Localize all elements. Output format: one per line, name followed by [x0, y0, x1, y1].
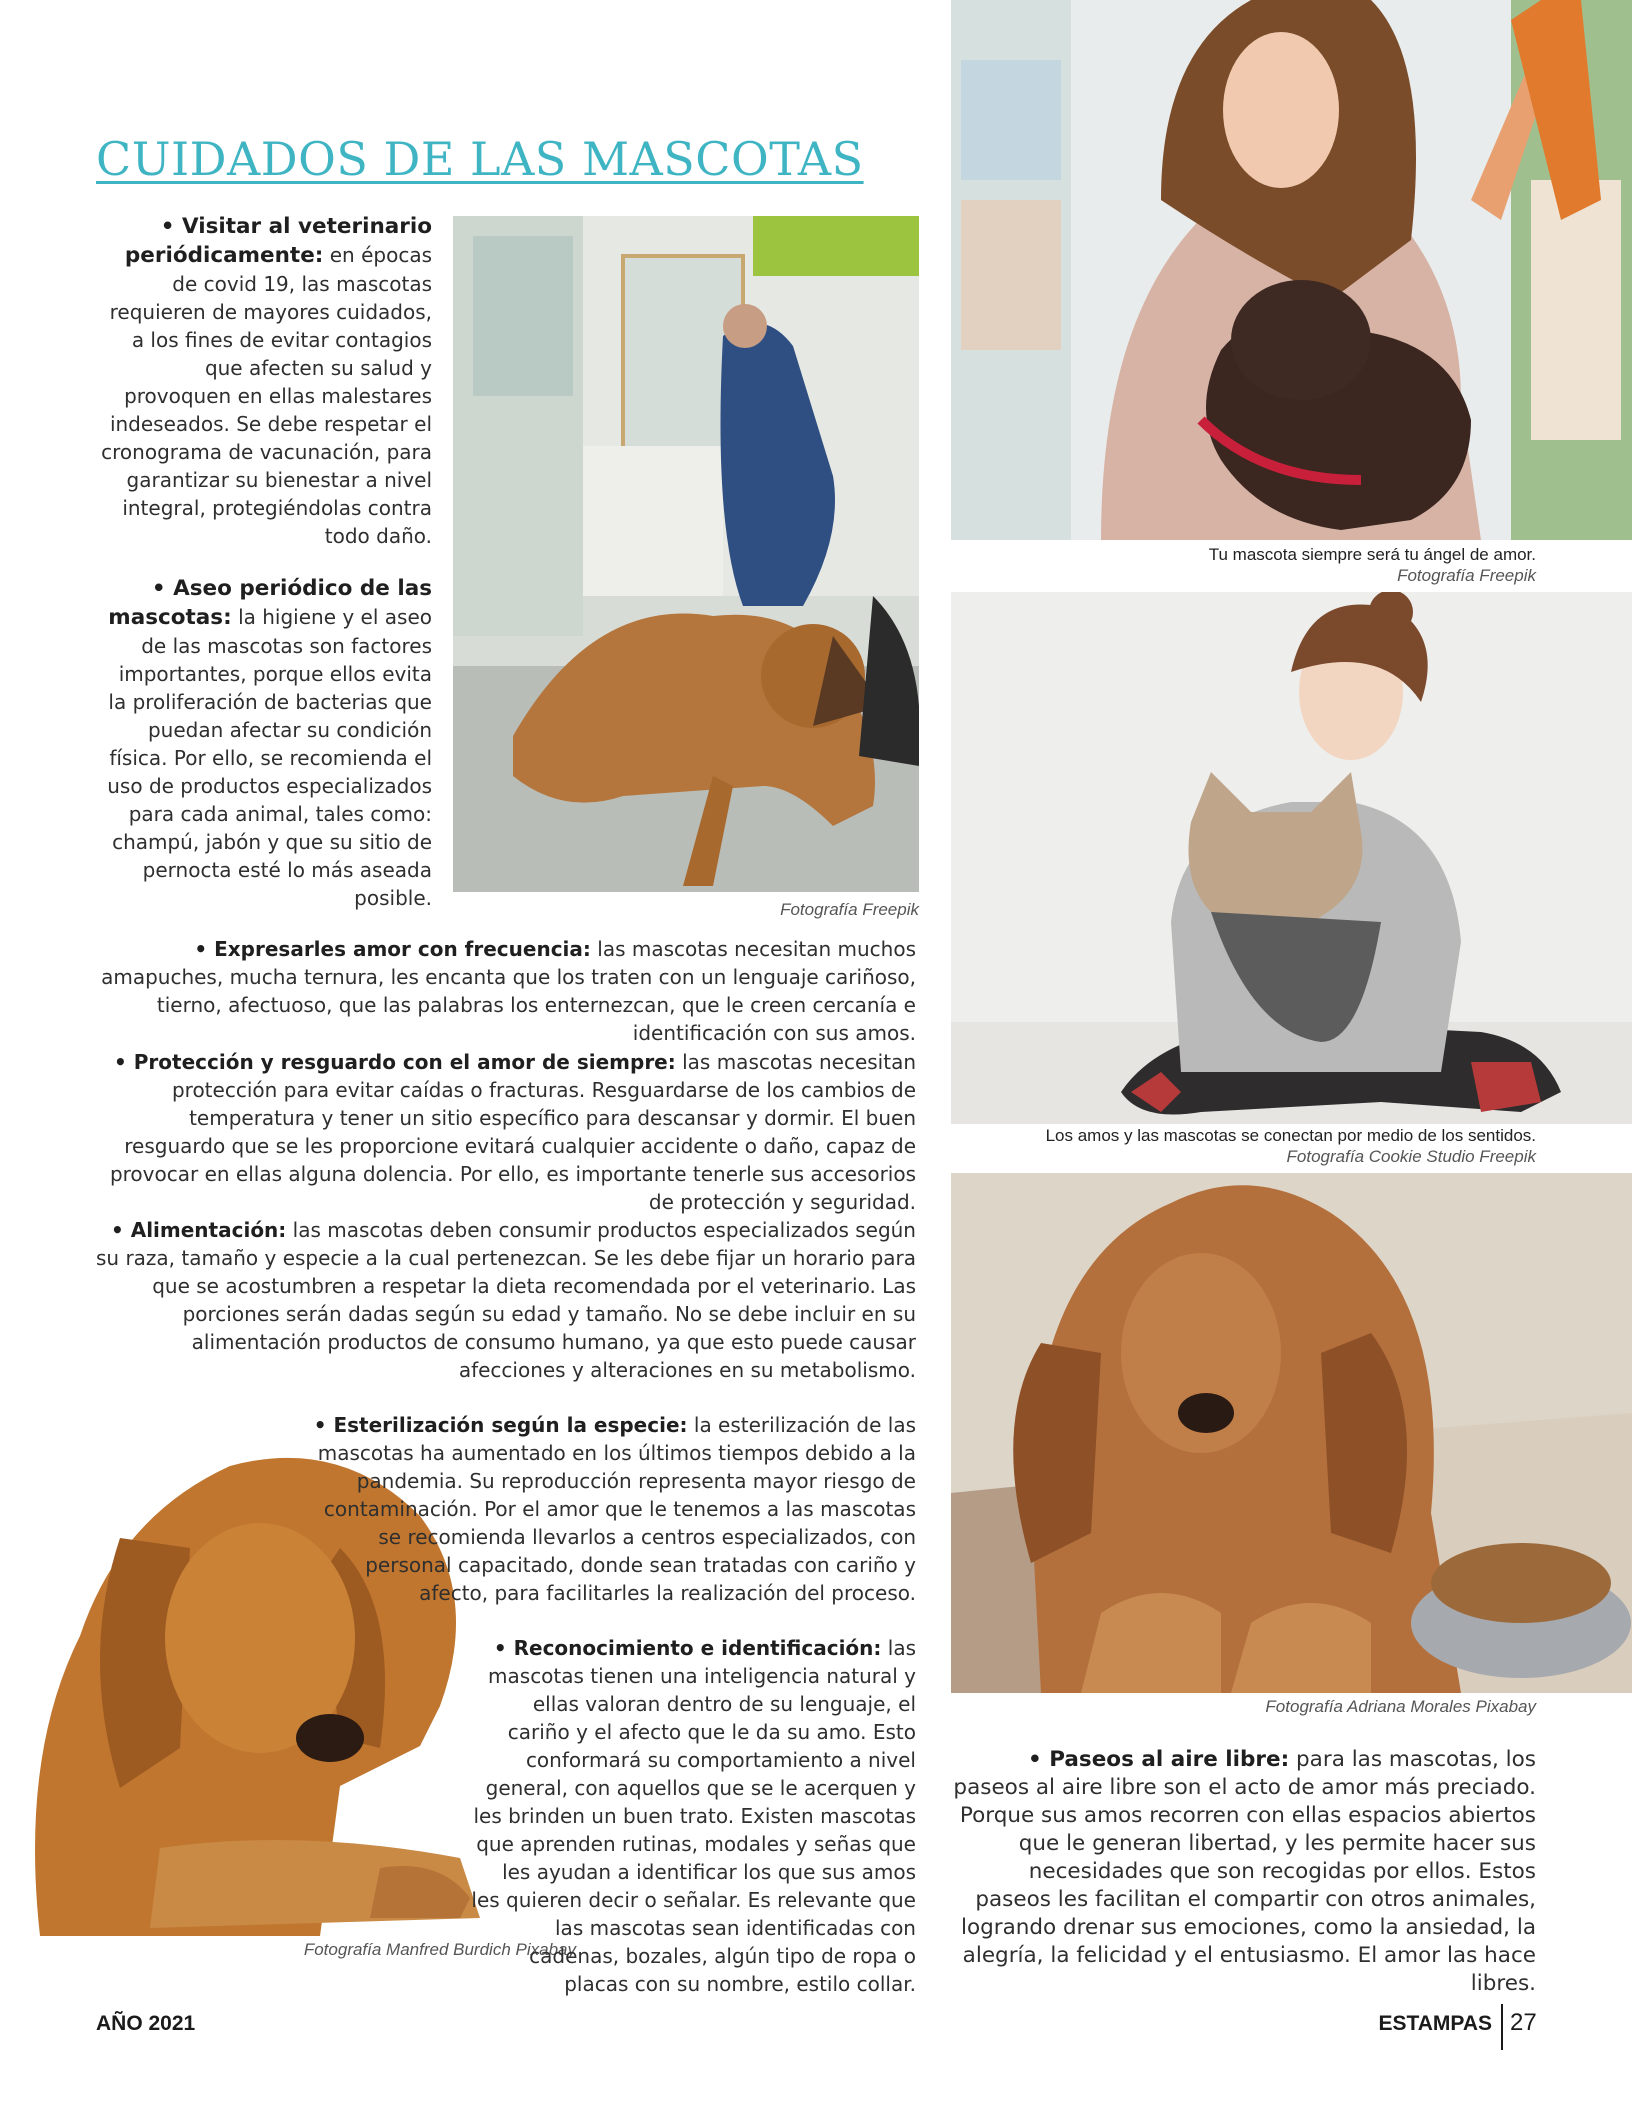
vet-dog-photo — [453, 216, 919, 892]
girl-labrador-credit: Fotografía Freepik — [1397, 566, 1536, 585]
girl-bulldog-photo — [951, 592, 1632, 1124]
section-amor — [96, 935, 916, 1047]
article-title: CUIDADOS DE LAS MASCOTAS — [96, 132, 864, 186]
section-body: la esterilización de las mascotas ha aumentado en los últimos tiempos debido a la pandemia. Su reproducción representa mayor riesgo de contaminación. Por el amor que le tenemos a las mascotas se recomienda llevarlos a centros especializados, con personal capacitado, donde sean tratadas con cariño y afecto, para facilitarles la realización del proceso. — [317, 1413, 916, 1605]
section-heading: • Reconocimiento e identificación: — [493, 1636, 882, 1660]
section-heading: • Aseo periódico de las mascotas: — [108, 576, 432, 630]
cocker-photo-credit: Fotografía Adriana Morales Pixabay — [1265, 1697, 1536, 1716]
footer-magazine: ESTAMPAS — [1378, 2012, 1492, 2035]
girl-labrador-photo — [951, 0, 1632, 540]
section-body: para las mascotas, los paseos al aire libre son el acto de amor más preciado. Porque sus amos recorren con ellas espacios abiertos que le generan libertad, y les permite hacer sus necesidades que son recogidas por ellos. Estos paseos les facilitan el compartir con otros animales, logrando drenar sus emociones, como la ansiedad, la alegría, la felicidad y el entusiasmo. El amor las hace libres. — [953, 1747, 1536, 1996]
section-heading: • Paseos al aire libre: — [1028, 1747, 1290, 1772]
section-identificacion — [470, 1634, 916, 1998]
section-body: en épocas de covid 19, las mascotas requieren de mayores cuidados, a los fines de evitar contagios que afecten su salud y provoquen en ellas malestares indeseados. Se debe respetar el cronograma de vacunación, para garantizar su bienestar a nivel integral, protegiéndolas contra todo daño. — [101, 243, 432, 548]
girl-labrador-caption: Tu mascota siempre será tu ángel de amor. — [1208, 545, 1536, 564]
section-body: las mascotas necesitan protección para evitar caídas o fracturas. Resguardarse de los cambios de temperatura y tener un sitio específico para descansar y dormir. El buen resguardo que se les proporcione evitará cualquier accidente o daño, capaz de provocar en ellas alguna dolencia. Por ello, es importante tenerle sus accesorios de protección y seguridad. — [109, 1050, 916, 1214]
girl-bulldog-caption: Los amos y las mascotas se conectan por medio de los sentidos. — [1045, 1126, 1536, 1145]
section-alimentacion — [96, 1216, 916, 1384]
section-paseos — [951, 1746, 1536, 1998]
section-body: las mascotas necesitan muchos amapuches, mucha ternura, les encanta que los traten con un lenguaje cariñoso, tierno, afectuoso, que las palabras los enternezcan, que le creen cercanía e identificación con sus amos. — [101, 937, 916, 1045]
section-heading: • Esterilización según la especie: — [313, 1413, 688, 1437]
footer-year: AÑO 2021 — [96, 2012, 196, 2035]
section-aseo — [96, 574, 432, 912]
section-body: la higiene y el aseo de las mascotas son factores importantes, porque ellos evita la proliferación de bacterias que puedan afectar su condición física. Por ello, se recomienda el uso de productos especializados para cada animal, tales como: champú, jabón y que su sitio de pernocta esté lo más aseada posible. — [107, 605, 432, 910]
section-esterilizacion — [300, 1411, 916, 1607]
section-veterinario — [96, 212, 432, 550]
section-heading: • Visitar al veterinario periódicamente: — [124, 214, 432, 268]
golden-photo-credit: Fotografía Manfred Burdich Pixabay — [303, 1940, 576, 1959]
section-heading: • Protección y resguardo con el amor de siempre: — [114, 1050, 676, 1074]
section-heading: • Expresarles amor con frecuencia: — [194, 937, 591, 961]
section-proteccion — [96, 1048, 916, 1216]
page-number: 27 — [1510, 2009, 1537, 2036]
footer-divider — [1501, 2004, 1503, 2050]
section-body: las mascotas tienen una inteligencia natural y ellas valoran dentro de su lenguaje, el cariño y el afecto que le da su amo. Esto conformará su comportamiento a nivel general, con aquellos que se le acerquen y les brinden un buen trato. Existen mascotas que aprenden rutinas, modales y señas que les ayudan a identificar los que sus amos les quieren decir o señalar. Es relevante que las mascotas sean identificadas con cadenas, bozales, algún tipo de ropa o placas con su nombre, estilo collar. — [471, 1636, 916, 1996]
vet-photo-credit: Fotografía Freepik — [780, 900, 919, 919]
cocker-spaniel-photo — [951, 1173, 1632, 1693]
section-heading: • Alimentación: — [110, 1218, 287, 1242]
section-body: las mascotas deben consumir productos especializados según su raza, tamaño y especie a la cual pertenezcan. Se les debe fijar un horario para que se acostumbren a respetar la dieta recomendada por el veterinario. Las porciones serán dadas según su edad y tamaño. No se debe incluir en su alimentación productos de consumo humano, ya que esto puede causar afecciones y alteraciones en su metabolismo. — [96, 1218, 916, 1382]
girl-bulldog-credit: Fotografía Cookie Studio Freepik — [1286, 1147, 1536, 1166]
